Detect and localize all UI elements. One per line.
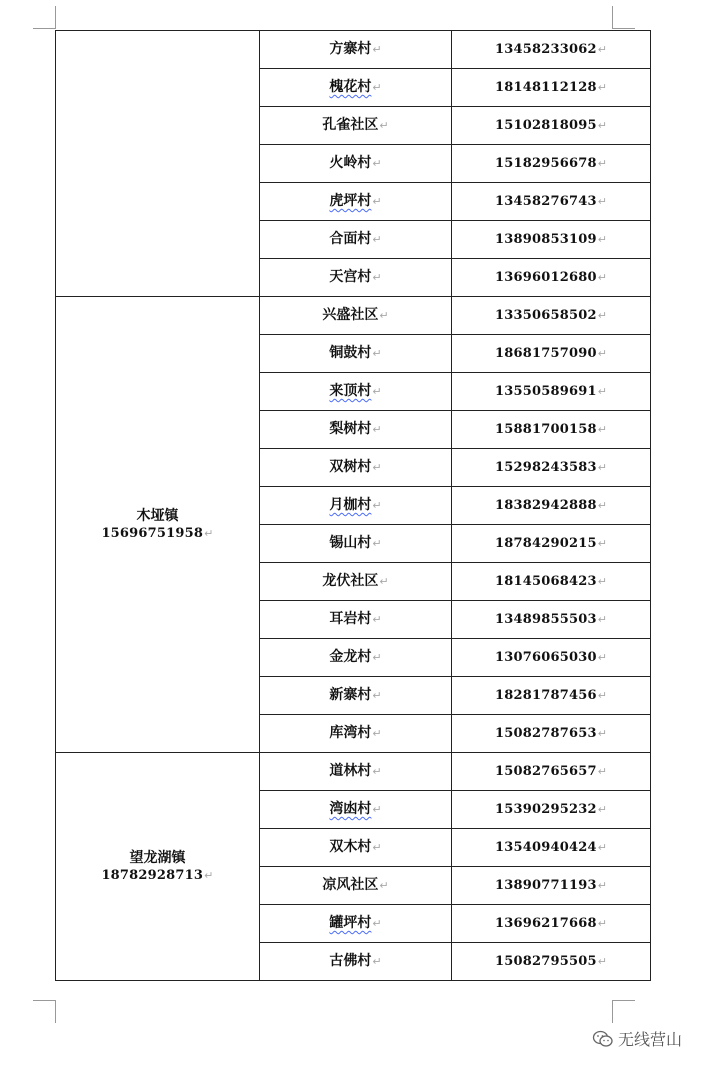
phone-cell <box>452 487 651 525</box>
paragraph-mark: ↵ <box>597 803 607 816</box>
phone-cell <box>452 943 651 981</box>
phone-number: 13350658502 <box>495 308 597 323</box>
paragraph-mark: ↵ <box>204 868 214 882</box>
phone-number: 18281787456 <box>495 688 597 703</box>
paragraph-mark: ↵ <box>597 613 607 626</box>
phone-number: 13550589691 <box>495 384 597 399</box>
wechat-icon <box>592 1030 614 1048</box>
paragraph-mark: ↵ <box>372 233 382 246</box>
paragraph-mark: ↵ <box>597 423 607 436</box>
crop-mark-top-left <box>33 6 56 29</box>
village-name: 道林村 <box>329 763 372 779</box>
paragraph-mark: ↵ <box>372 689 382 702</box>
paragraph-mark: ↵ <box>597 157 607 170</box>
village-cell <box>260 145 452 183</box>
village-name: 孔雀社区 <box>322 117 379 133</box>
paragraph-mark: ↵ <box>597 765 607 778</box>
phone-number: 15082787653 <box>495 726 597 741</box>
phone-number: 13076065030 <box>495 650 597 665</box>
paragraph-mark: ↵ <box>379 119 389 132</box>
phone-number: 13489855503 <box>495 612 597 627</box>
phone-number: 13696217668 <box>495 916 597 931</box>
phone-number: 15182956678 <box>495 156 597 171</box>
table-row <box>56 753 651 791</box>
village-cell <box>260 259 452 297</box>
paragraph-mark: ↵ <box>372 917 382 930</box>
paragraph-mark: ↵ <box>597 195 607 208</box>
phone-cell <box>452 411 651 449</box>
paragraph-mark: ↵ <box>379 309 389 322</box>
phone-cell <box>452 791 651 829</box>
phone-cell <box>452 449 651 487</box>
phone-number: 18784290215 <box>495 536 597 551</box>
paragraph-mark: ↵ <box>372 765 382 778</box>
paragraph-mark: ↵ <box>597 879 607 892</box>
paragraph-mark: ↵ <box>204 526 214 540</box>
village-cell <box>260 31 452 69</box>
paragraph-mark: ↵ <box>372 803 382 816</box>
town-name: 木垭镇 <box>136 507 179 524</box>
paragraph-mark: ↵ <box>597 233 607 246</box>
phone-number: 15298243583 <box>495 460 597 475</box>
paragraph-mark: ↵ <box>597 309 607 322</box>
paragraph-mark: ↵ <box>597 43 607 56</box>
village-cell <box>260 715 452 753</box>
village-name: 金龙村 <box>329 649 372 665</box>
phone-number: 13458233062 <box>495 42 597 57</box>
village-name: 来顶村 <box>329 383 372 399</box>
paragraph-mark: ↵ <box>372 727 382 740</box>
crop-mark-top-right <box>612 6 635 29</box>
town-phone: 18782928713 <box>101 867 204 883</box>
village-cell <box>260 563 452 601</box>
watermark <box>592 1027 682 1050</box>
paragraph-mark: ↵ <box>597 81 607 94</box>
phone-cell <box>452 715 651 753</box>
paragraph-mark: ↵ <box>597 917 607 930</box>
table-body <box>56 31 651 981</box>
paragraph-mark: ↵ <box>597 271 607 284</box>
paragraph-mark: ↵ <box>372 613 382 626</box>
phone-cell <box>452 183 651 221</box>
village-cell <box>260 943 452 981</box>
town-phone-line <box>56 525 259 543</box>
village-cell <box>260 411 452 449</box>
village-name: 凉风社区 <box>322 877 379 893</box>
village-name: 火岭村 <box>329 155 372 171</box>
phone-cell <box>452 259 651 297</box>
village-name: 双木村 <box>329 839 372 855</box>
phone-number: 15390295232 <box>495 802 597 817</box>
village-name: 梨树村 <box>329 421 372 437</box>
village-cell <box>260 335 452 373</box>
town-name: 望龙湖镇 <box>129 849 186 866</box>
village-name: 龙伏社区 <box>322 573 379 589</box>
village-cell <box>260 677 452 715</box>
paragraph-mark: ↵ <box>597 727 607 740</box>
village-cell <box>260 449 452 487</box>
village-cell <box>260 601 452 639</box>
paragraph-mark: ↵ <box>372 955 382 968</box>
village-cell <box>260 69 452 107</box>
phone-cell <box>452 31 651 69</box>
paragraph-mark: ↵ <box>597 347 607 360</box>
village-name: 虎坪村 <box>329 193 372 209</box>
paragraph-mark: ↵ <box>379 575 389 588</box>
phone-number: 15881700158 <box>495 422 597 437</box>
village-cell <box>260 639 452 677</box>
village-name: 耳岩村 <box>329 611 372 627</box>
phone-number: 13458276743 <box>495 194 597 209</box>
phone-number: 15102818095 <box>495 118 597 133</box>
phone-cell <box>452 601 651 639</box>
village-cell <box>260 525 452 563</box>
paragraph-mark: ↵ <box>372 537 382 550</box>
village-cell <box>260 791 452 829</box>
village-cell <box>260 107 452 145</box>
village-name: 罐坪村 <box>329 915 372 931</box>
paragraph-mark: ↵ <box>597 651 607 664</box>
paragraph-mark: ↵ <box>372 157 382 170</box>
village-name: 湾凼村 <box>329 801 372 817</box>
paragraph-mark: ↵ <box>597 575 607 588</box>
table-row <box>56 31 651 69</box>
phone-cell <box>452 829 651 867</box>
paragraph-mark: ↵ <box>597 689 607 702</box>
phone-cell <box>452 335 651 373</box>
paragraph-mark: ↵ <box>597 119 607 132</box>
crop-mark-bottom-right <box>612 1000 635 1023</box>
village-name: 新寨村 <box>329 687 372 703</box>
paragraph-mark: ↵ <box>372 461 382 474</box>
phone-number: 18382942888 <box>495 498 597 513</box>
phone-cell <box>452 525 651 563</box>
paragraph-mark: ↵ <box>597 385 607 398</box>
phone-cell <box>452 107 651 145</box>
paragraph-mark: ↵ <box>597 499 607 512</box>
village-name: 库湾村 <box>329 725 372 741</box>
village-name: 月枷村 <box>329 497 372 513</box>
village-cell <box>260 905 452 943</box>
phone-number: 13540940424 <box>495 840 597 855</box>
watermark-text: 无线营山 <box>617 1030 682 1049</box>
town-phone-line <box>56 867 259 885</box>
paragraph-mark: ↵ <box>372 81 382 94</box>
town-phone: 15696751958 <box>101 525 204 541</box>
village-cell <box>260 487 452 525</box>
village-cell <box>260 183 452 221</box>
town-cell <box>56 753 260 981</box>
phone-cell <box>452 639 651 677</box>
village-name: 槐花村 <box>329 79 372 95</box>
village-name: 合面村 <box>329 231 372 247</box>
village-name: 古佛村 <box>329 953 372 969</box>
phone-number: 18148112128 <box>495 80 597 95</box>
phone-cell <box>452 69 651 107</box>
village-cell <box>260 297 452 335</box>
phone-number: 15082765657 <box>495 764 597 779</box>
paragraph-mark: ↵ <box>372 423 382 436</box>
village-name: 铜鼓村 <box>329 345 372 361</box>
paragraph-mark: ↵ <box>372 499 382 512</box>
phone-cell <box>452 677 651 715</box>
village-name: 锡山村 <box>329 535 372 551</box>
village-name: 方寨村 <box>329 41 372 57</box>
phone-number: 13696012680 <box>495 270 597 285</box>
phone-cell <box>452 867 651 905</box>
phone-cell <box>452 753 651 791</box>
phone-number: 18145068423 <box>495 574 597 589</box>
village-name: 双树村 <box>329 459 372 475</box>
paragraph-mark: ↵ <box>379 879 389 892</box>
phone-cell <box>452 373 651 411</box>
paragraph-mark: ↵ <box>597 461 607 474</box>
phone-number: 13890853109 <box>495 232 597 247</box>
village-cell <box>260 867 452 905</box>
phone-cell <box>452 221 651 259</box>
town-cell <box>56 297 260 753</box>
phone-number: 13890771193 <box>495 878 597 893</box>
phone-cell <box>452 297 651 335</box>
paragraph-mark: ↵ <box>372 841 382 854</box>
village-cell <box>260 221 452 259</box>
phone-number: 18681757090 <box>495 346 597 361</box>
phone-cell <box>452 145 651 183</box>
paragraph-mark: ↵ <box>372 271 382 284</box>
village-cell <box>260 753 452 791</box>
paragraph-mark: ↵ <box>372 195 382 208</box>
paragraph-mark: ↵ <box>597 955 607 968</box>
village-contact-table <box>55 30 651 981</box>
paragraph-mark: ↵ <box>372 43 382 56</box>
crop-mark-bottom-left <box>33 1000 56 1023</box>
village-cell <box>260 373 452 411</box>
phone-number: 15082795505 <box>495 954 597 969</box>
paragraph-mark: ↵ <box>372 385 382 398</box>
table-row <box>56 297 651 335</box>
paragraph-mark: ↵ <box>597 841 607 854</box>
paragraph-mark: ↵ <box>372 347 382 360</box>
town-cell <box>56 31 260 297</box>
phone-cell <box>452 905 651 943</box>
phone-cell <box>452 563 651 601</box>
village-name: 兴盛社区 <box>322 307 379 323</box>
paragraph-mark: ↵ <box>372 651 382 664</box>
village-name: 天宫村 <box>329 269 372 285</box>
village-cell <box>260 829 452 867</box>
paragraph-mark: ↵ <box>597 537 607 550</box>
